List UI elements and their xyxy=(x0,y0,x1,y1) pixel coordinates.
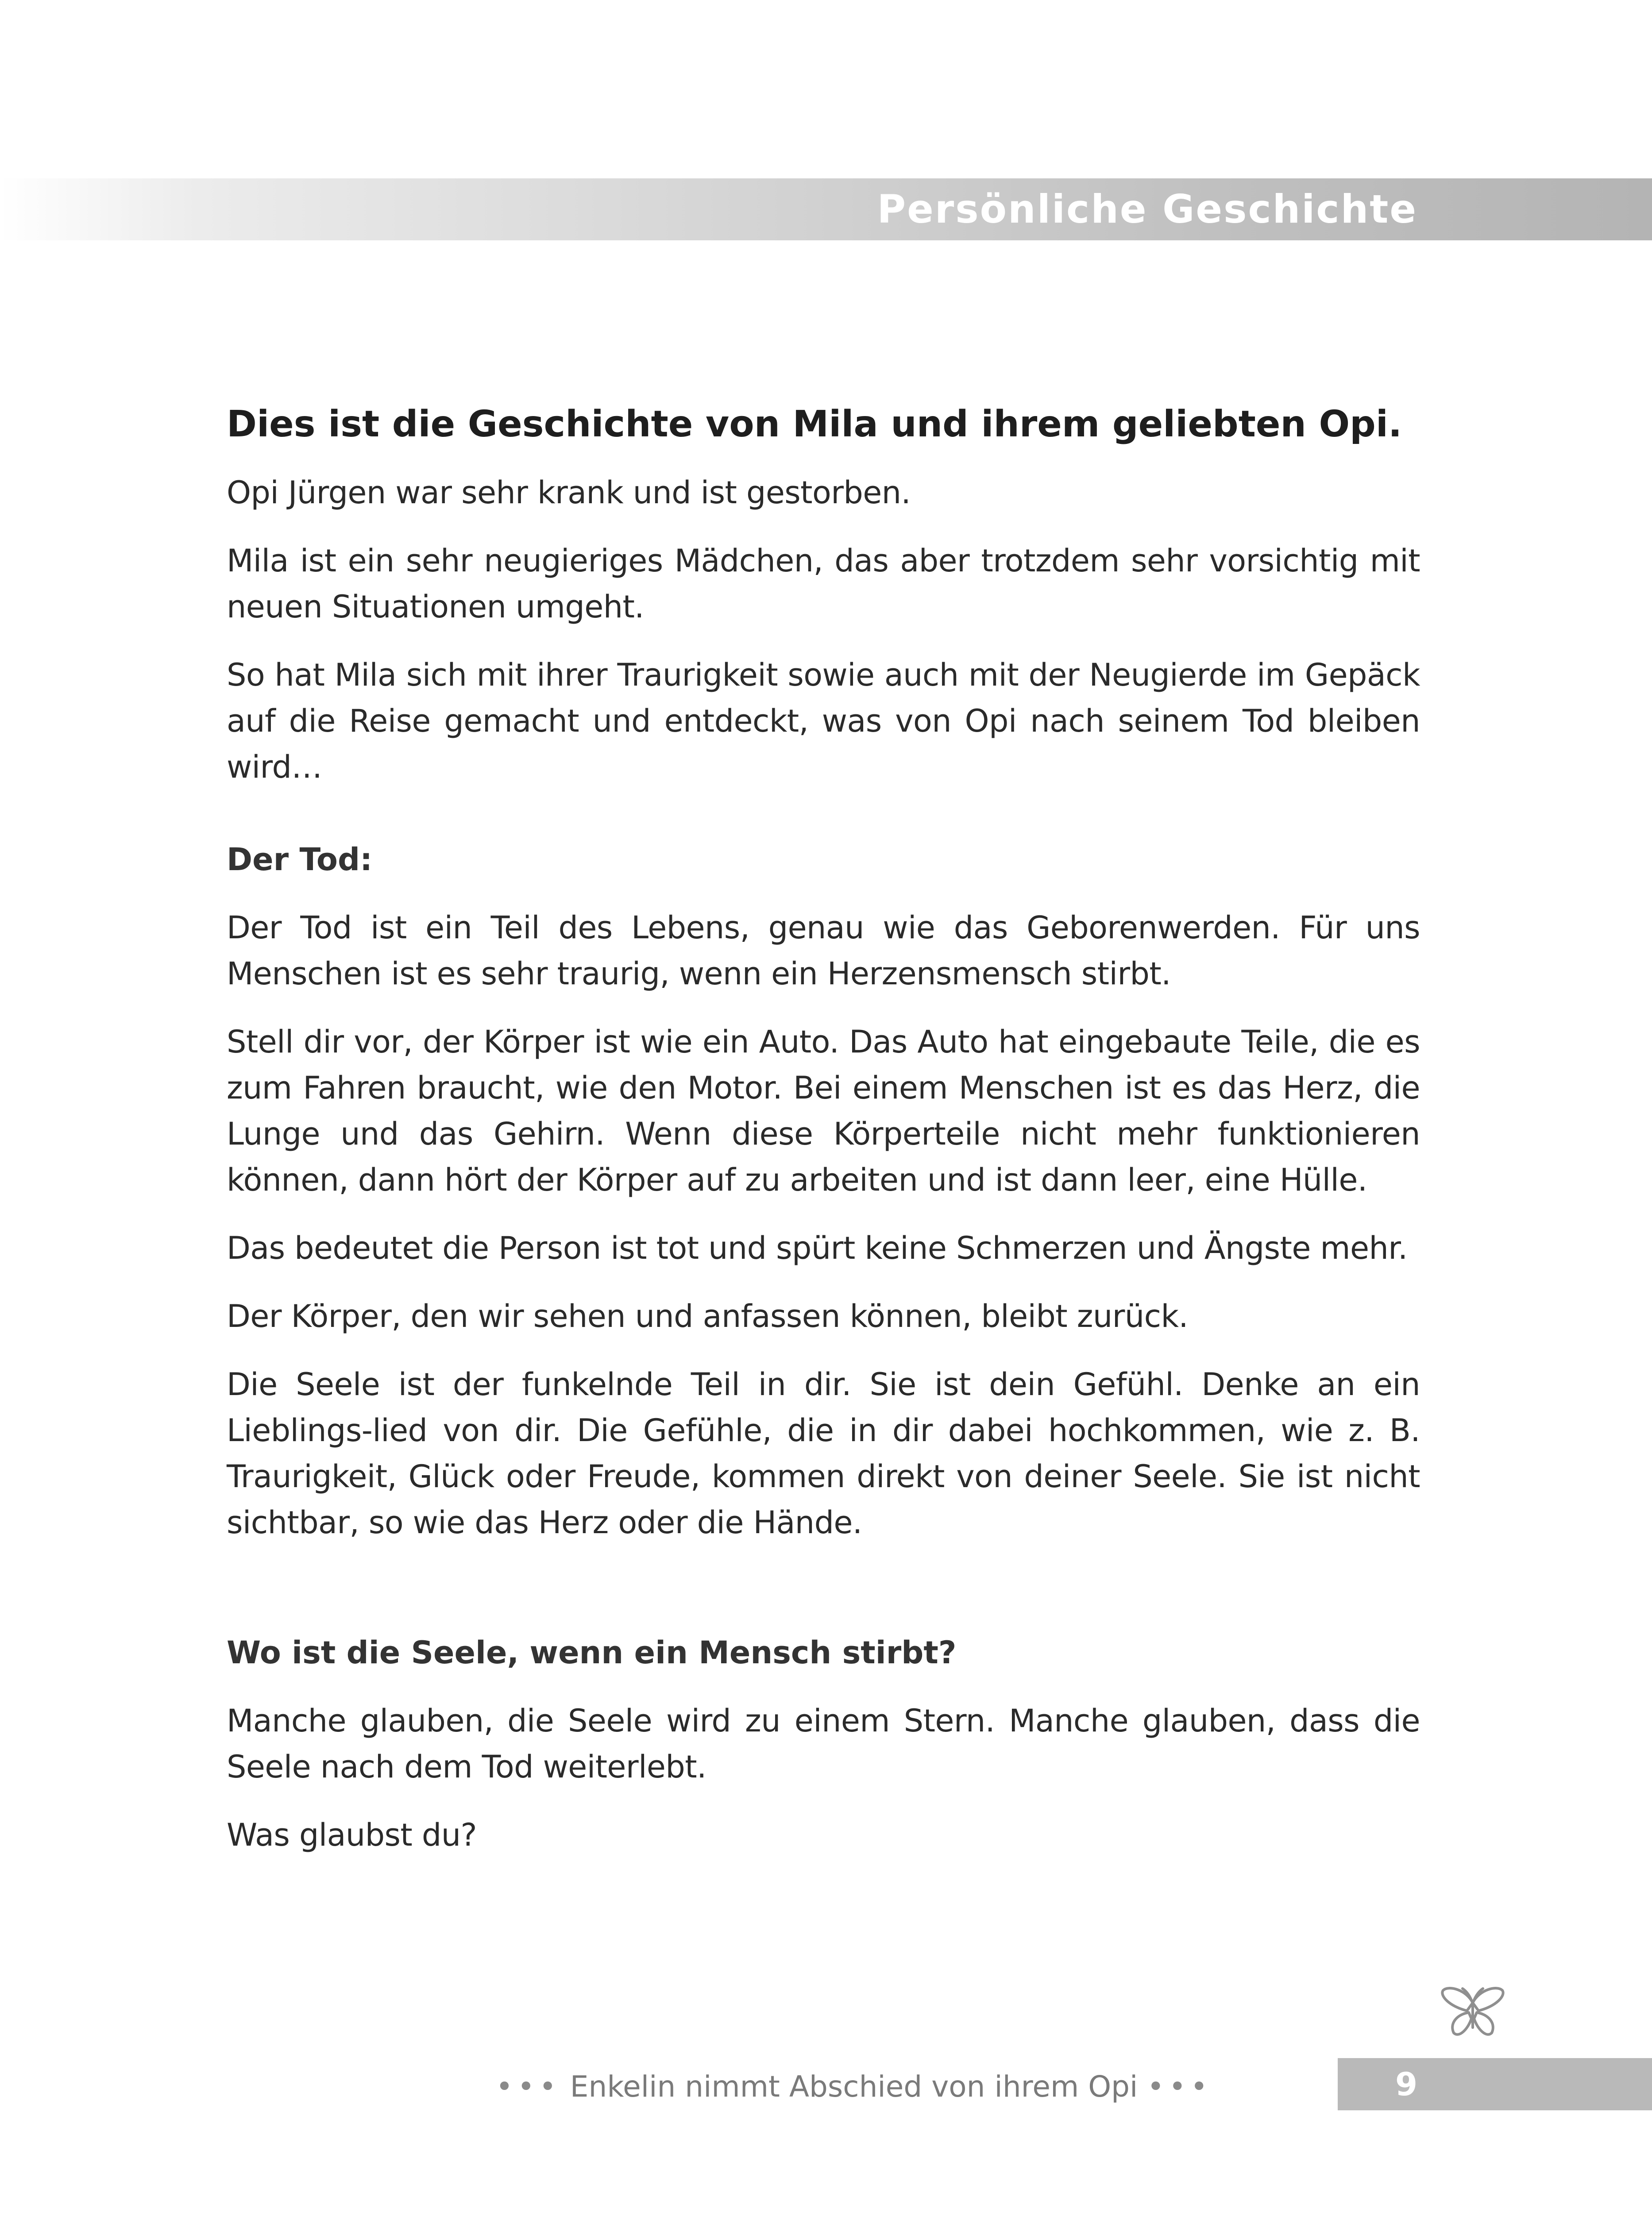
page-number: 9 xyxy=(1395,2066,1418,2103)
intro-paragraph-1: Opi Jürgen war sehr krank und ist gestorben. xyxy=(227,474,911,511)
section-title: Persönliche Geschichte xyxy=(877,186,1417,232)
tod-paragraph-1: Der Tod ist ein Teil des Lebens, genau wie das Geborenwerden. Für uns Menschen ist es sehr traurig, wenn ein Herzensmensch stirbt. xyxy=(227,910,1420,992)
seele-paragraph-1: Manche glauben, die Seele wird zu einem Stern. Manche glauben, dass die Seele nach dem Tod weiterlebt. xyxy=(227,1703,1420,1785)
footer-dots-right: ••• xyxy=(1147,2070,1212,2104)
intro-paragraph-2: Mila ist ein sehr neugieriges Mädchen, das aber trotzdem sehr vorsichtig mit neuen Situationen umgeht. xyxy=(227,543,1420,625)
page-title: Dies ist die Geschichte von Mila und ihrem geliebten Opi. xyxy=(227,403,1402,445)
section-heading-seele: Wo ist die Seele, wenn ein Mensch stirbt? xyxy=(227,1635,957,1671)
page-number-box xyxy=(1338,2058,1652,2110)
footer-dots-left: ••• xyxy=(496,2070,561,2104)
seele-paragraph-2: Was glaubst du? xyxy=(227,1817,477,1853)
intro-paragraph-3: So hat Mila sich mit ihrer Traurigkeit sowie auch mit der Neugierde im Gepäck auf die Reise gemacht und entdeckt, was von Opi nach seinem Tod bleiben wird… xyxy=(227,657,1420,785)
footer-title-text: Enkelin nimmt Abschied von ihrem Opi xyxy=(570,2070,1138,2104)
footer-book-title xyxy=(496,2065,1212,2109)
tod-paragraph-2: Stell dir vor, der Körper ist wie ein Auto. Das Auto hat eingebaute Teile, die es zum Fahren braucht, wie den Motor. Bei einem Menschen ist es das Herz, die Lunge und das Gehirn. Wenn diese Körperteile nicht mehr funktionieren können, dann hört der Körper auf zu arbeiten und ist dann leer, eine Hülle. xyxy=(227,1024,1420,1198)
tod-paragraph-4: Der Körper, den wir sehen und anfassen können, bleibt zurück. xyxy=(227,1298,1189,1334)
section-heading-tod: Der Tod: xyxy=(227,841,373,878)
tod-paragraph-5: Die Seele ist der funkelnde Teil in dir. Sie ist dein Gefühl. Denke an ein Lieblings-lied von dir. Die Gefühle, die in dir dabei hochkommen, wie z. B. Traurigkeit, Glück oder Freude, kommen direkt von deiner Seele. Sie ist nicht sichtbar, so wie das Herz oder die Hände. xyxy=(227,1366,1420,1541)
main-content xyxy=(227,401,1420,1880)
butterfly-icon xyxy=(1440,1985,1506,2040)
tod-paragraph-3: Das bedeutet die Person ist tot und spürt keine Schmerzen und Ängste mehr. xyxy=(227,1230,1408,1266)
